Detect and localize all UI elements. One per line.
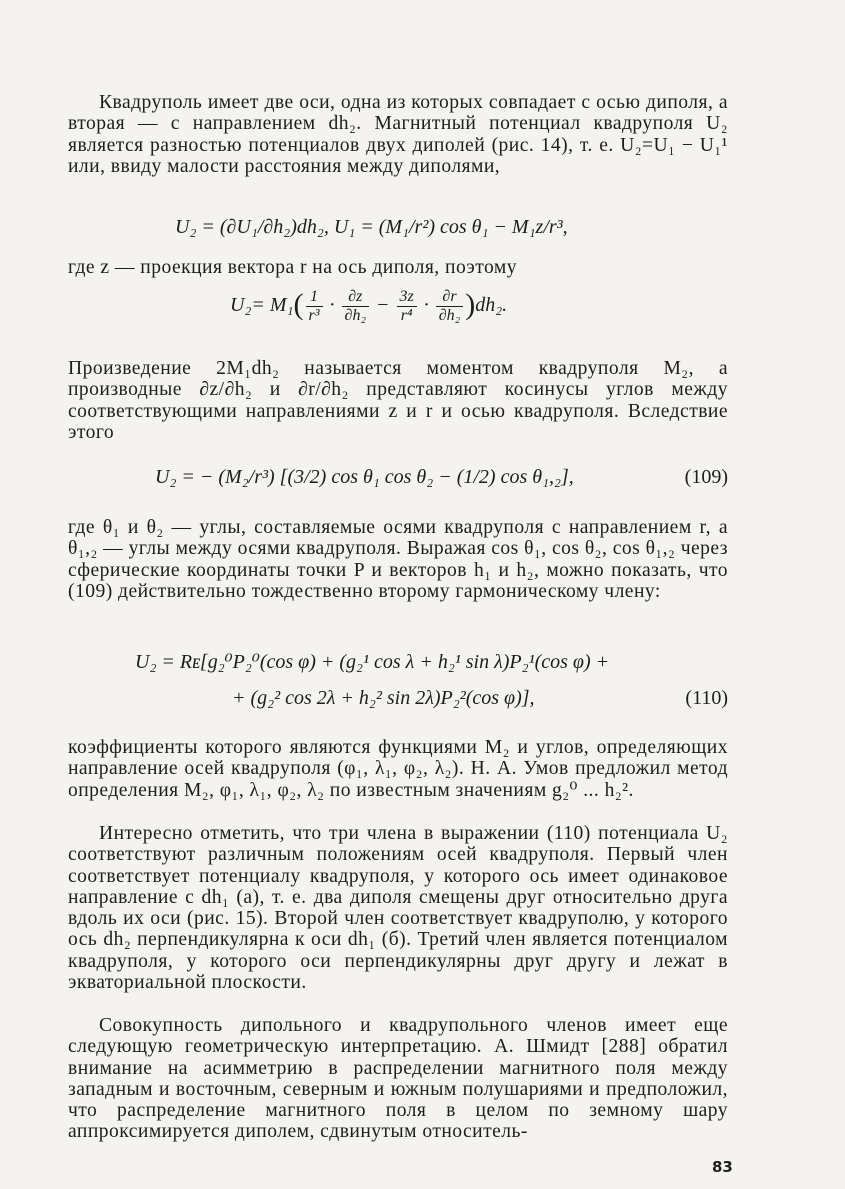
paragraph-coefficients: коэффициенты которого являются функциями M₂ и углов, определяющих направление осей квадруполя (φ₁, λ₁, φ₂, λ₂). Н. А. Умов предложил метод определения M₂, φ₁, λ₁, φ₂, λ₂ по известным значениям g₂⁰ ... h₂². [68,737,728,801]
close-paren: ) [465,287,476,321]
paragraph-quadrupole-axes: Квадруполь имеет две оси, одна из которых совпадает с осью диполя, а вторая — с направлением dh₂. Магнитный потенциал квадруполя U₂ является разностью потенциалов двух диполей (рис. 14), т. е. U₂=U₁ − U₁¹ или, ввиду малости расстояния между диполями, [68,92,728,177]
open-paren: ( [293,287,304,321]
fraction-dz-dh2: $\frac{\partial z}{\text{∂h₂}}$ [342,288,369,325]
formula-end: dh₂. [475,294,508,317]
fraction-1-r3: $\frac{1}{\text{r³}}$ [306,288,323,325]
page-number: 83 [712,1158,733,1176]
fraction-3z-r4: $\frac{3z}{\text{r⁴}}$ [397,288,417,325]
formula-109: U₂ = − (M₂/r³) [(3/2) cos θ₁ cos θ₂ − (1/2) cos θ₁,₂], [155,466,574,488]
paragraph-quadrupole-moment: Произведение 2M₁dh₂ называется моментом квадруполя M₂, а производные ∂z/∂h₂ и ∂r/∂h₂ представляют косинусы углов между соответствующими направлениями z и r и осью квадруполя. Вследствие этого [68,358,728,443]
formula-u2-expansion: U₂= M₁( $\frac{1}{\text{r³}}$ · $\frac{\partial z}{\text{∂h₂}}$ − $\frac{3z}{\text{r⁴}}$ · $\frac{\partial r}{\text{∂h₂}}$ )dh₂. [230,287,508,324]
equation-number-109: (109) [684,466,728,488]
paragraph-angles: где θ₁ и θ₂ — углы, составляемые осями квадруполя с направлением r, а θ₁,₂ — углы между осями квадруполя. Выражая cos θ₁, cos θ₂, cos θ₁,₂ через сферические координаты точки P и векторов h₁ и h₂, можно показать, что (109) действительно тождественно второму гармоническому члену: [68,517,728,602]
formula-110-line2: + (g₂² cos 2λ + h₂² sin 2λ)P₂²(cos φ)], [232,687,535,709]
formula-110-line1: U₂ = Rᴇ[g₂⁰P₂⁰(cos φ) + (g₂¹ cos λ + h₂¹ sin λ)P₂¹(cos φ) + [135,651,610,673]
paragraph-projection: где z — проекция вектора r на ось диполя, поэтому [68,257,518,278]
formula-u2-dipole-difference: U₂ = (∂U₁/∂h₂)dh₂, U₁ = (M₁/r²) cos θ₁ − M₁z/r³, [175,216,568,238]
paragraph-schmidt: Совокупность дипольного и квадрупольного членов имеет еще следующую геометрическую интерпретацию. А. Шмидт [288] обратил внимание на асимметрию в распределении магнитного поля между западным и восточным, северным и южным полушариями и предположил, что распределение магнитного поля в целом по земному шару аппроксимируется диполем, сдвинутым относитель- [68,1015,728,1143]
paragraph-three-terms: Интересно отметить, что три члена в выражении (110) потенциала U₂ соответствуют различным положениям осей квадруполя. Первый член соответствует потенциалу квадруполя, у которого ось имеет одинаковое направление с dh₁ (а), т. е. два диполя смещены друг относительно друга вдоль их оси (рис. 15). Второй член соответствует квадруполю, у которого ось dh₂ перпендикулярна к оси dh₁ (б). Третий член является потенциалом квадруполя, у которого оси перпендикулярны друг другу и лежат в экваториальной плоскости. [68,823,728,994]
fraction-dr-dh2: $\frac{\partial r}{\text{∂h₂}}$ [436,288,463,325]
equation-number-110: (110) [685,687,728,709]
formula-lhs: U₂= M₁ [230,294,294,317]
